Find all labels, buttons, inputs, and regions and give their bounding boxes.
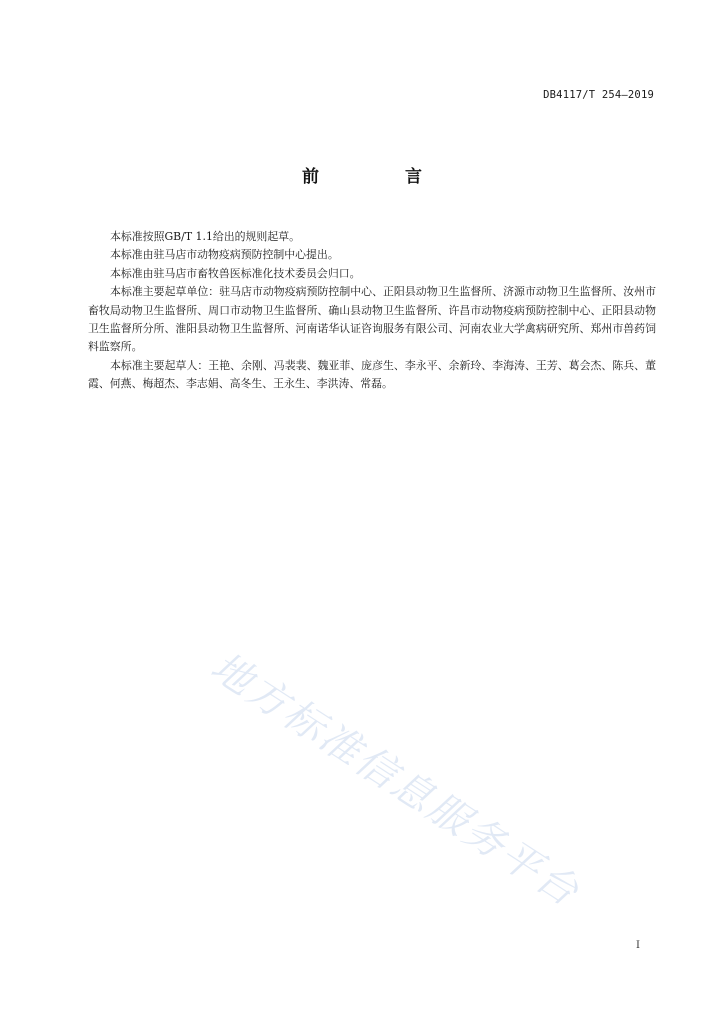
paragraph-drafters: 本标准主要起草人：王艳、余刚、冯裴裴、魏亚菲、庞彦生、李永平、余新玲、李海涛、王芳、葛会杰、陈兵、董霞、何燕、梅超杰、李志娟、高冬生、王永生、李洪涛、常磊。 <box>88 358 656 391</box>
document-code: DB4117/T 254—2019 <box>543 89 654 101</box>
paragraph-centralized-by: 本标准由驻马店市畜牧兽医标准化技术委员会归口。 <box>110 266 361 280</box>
paragraph-drafting-units: 本标准主要起草单位：驻马店市动物疫病预防控制中心、正阳县动物卫生监督所、济源市动物卫生监督所、汝州市畜牧局动物卫生监督所、周口市动物卫生监督所、确山县动物卫生监督所、许昌市动物疫病预防控制中心、正阳县动物卫生监督所分所、淮阳县动物卫生监督所、河南诺华认证咨询服务有限公司、河南农业大学禽病研究所、郑州市兽药饲料监察所。 <box>88 285 656 354</box>
paragraph-proposer: 本标准由驻马店市动物疫病预防控制中心提出。 <box>110 248 339 262</box>
watermark: 地方标准信息服务平台 <box>202 643 589 917</box>
foreword-body <box>88 228 656 394</box>
paragraph-drafting-rules: 本标准按照GB/T 1.1给出的规则起草。 <box>110 230 300 243</box>
page-number: I <box>636 940 640 951</box>
page-title: 前 言 <box>302 167 462 187</box>
